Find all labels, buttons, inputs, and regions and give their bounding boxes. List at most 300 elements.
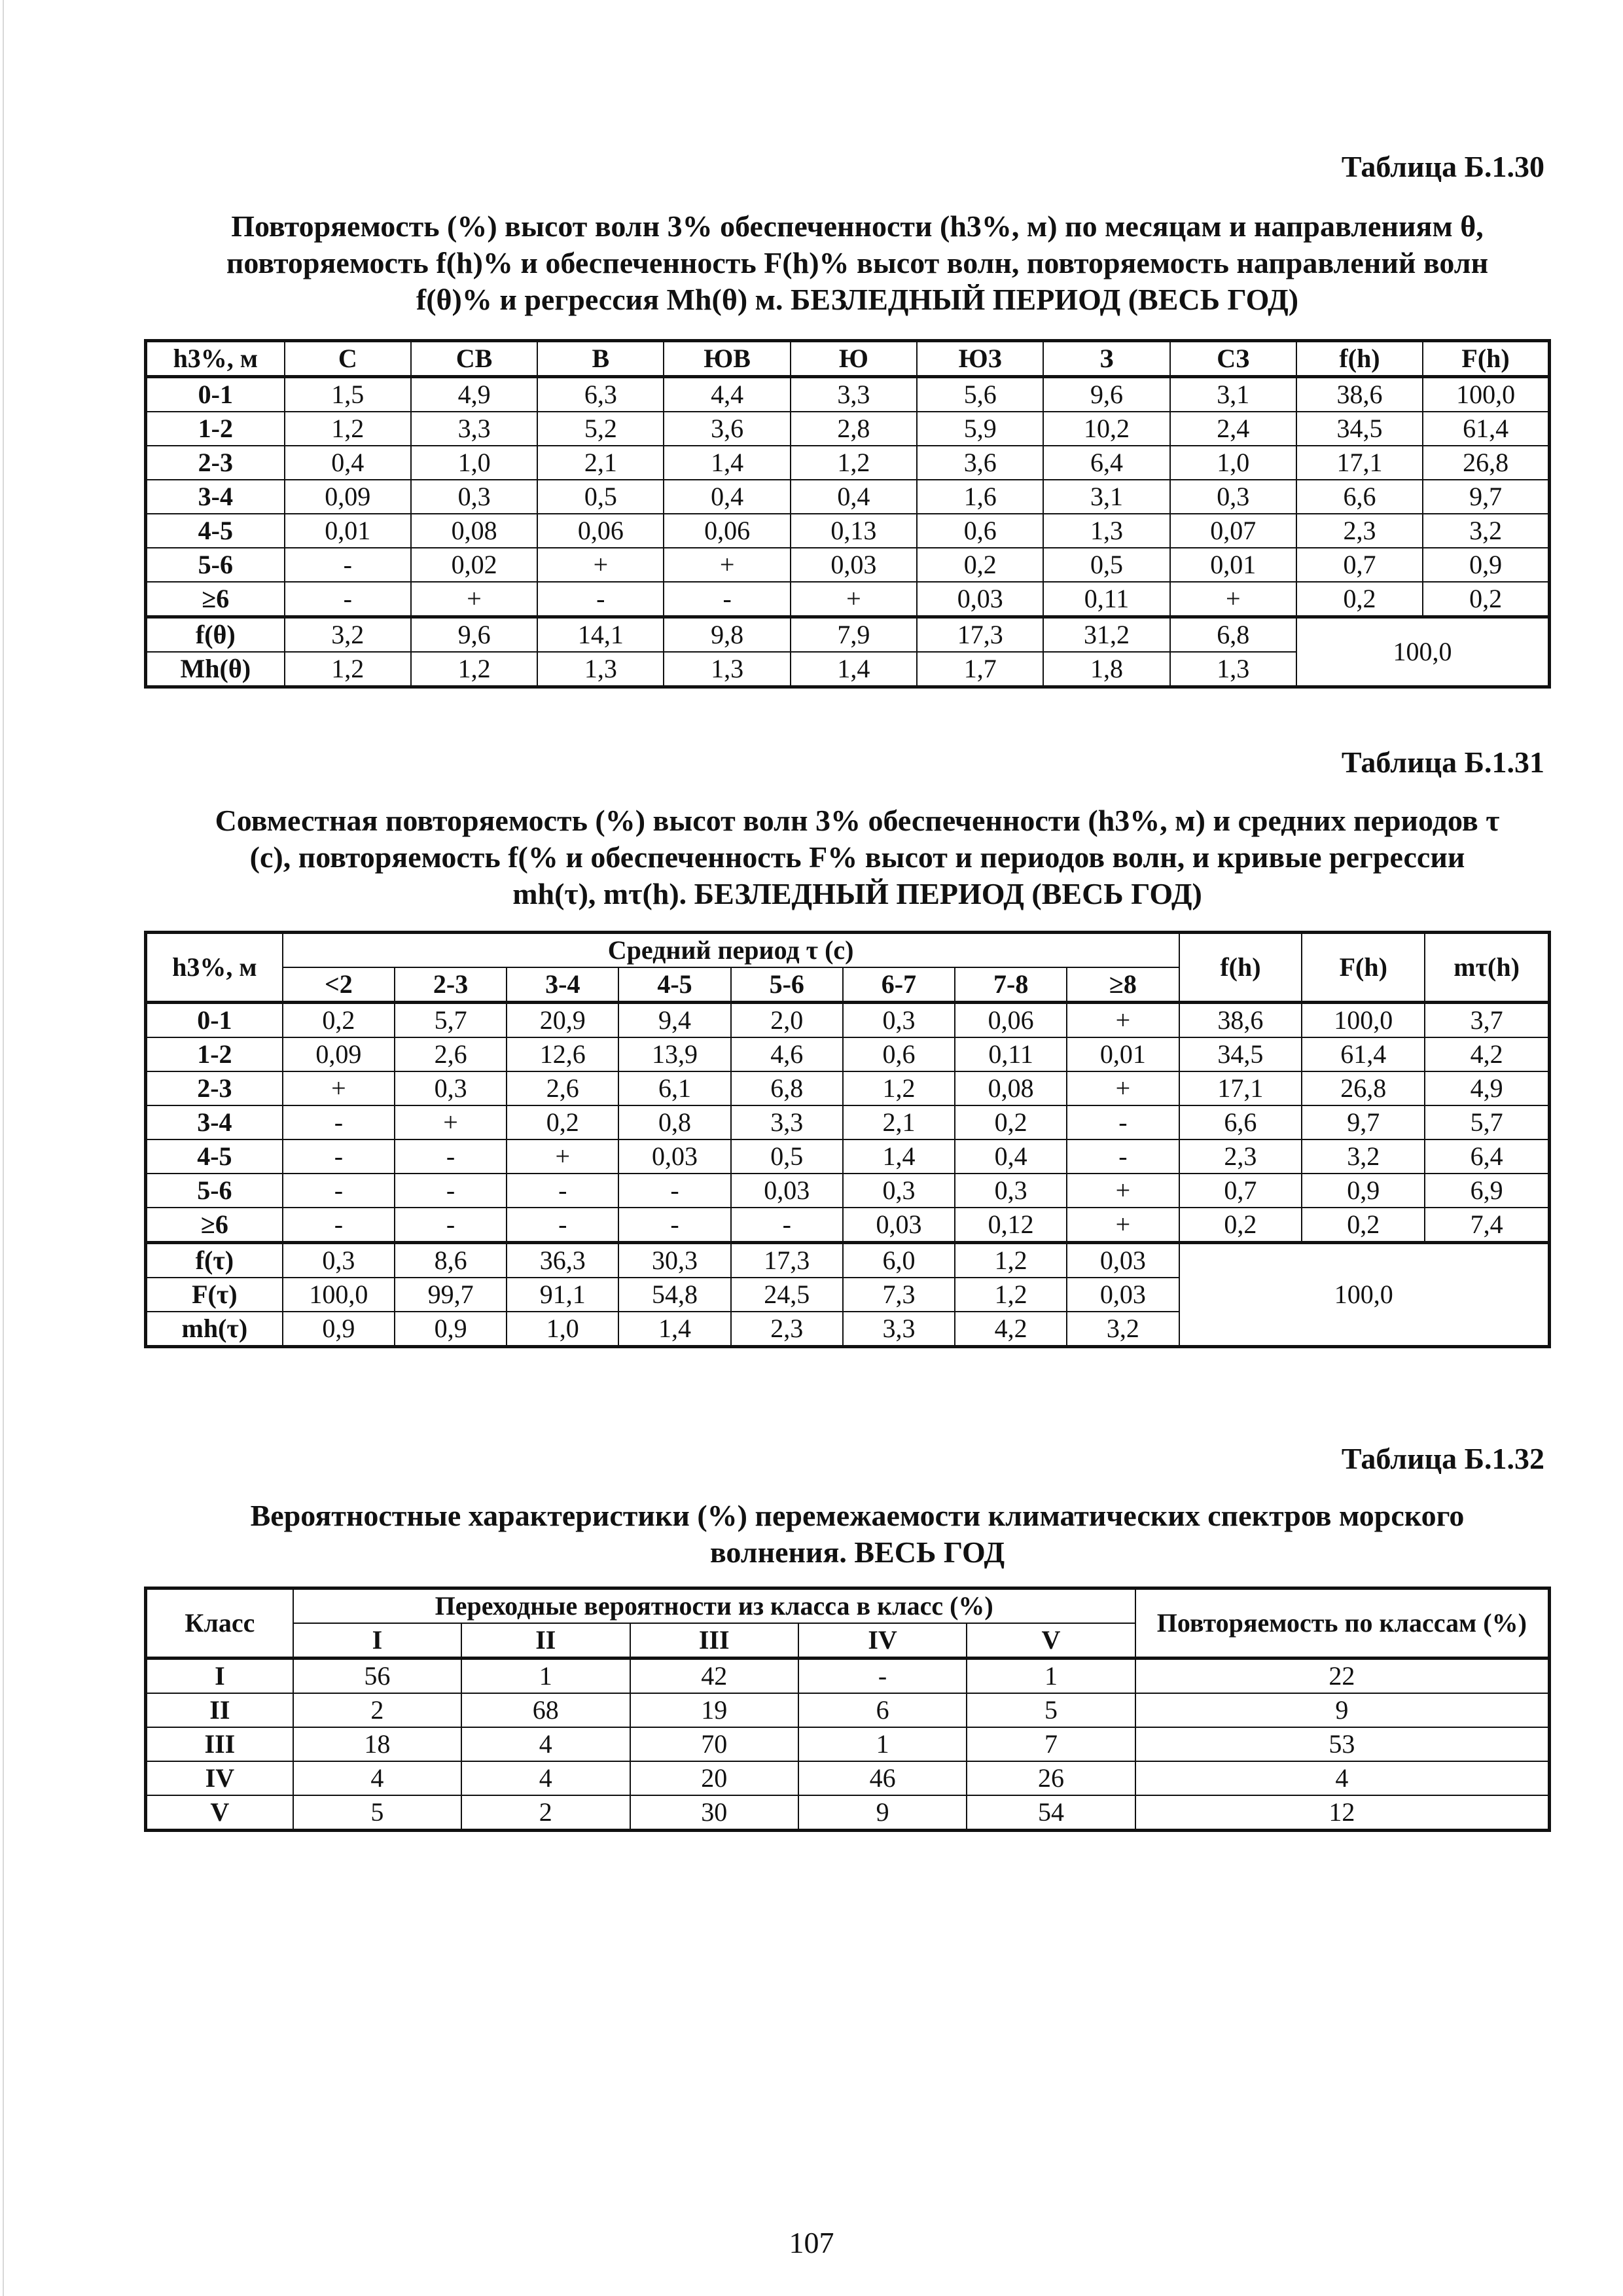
table-cell: 0,3 bbox=[411, 480, 537, 514]
table-cell: 12 bbox=[1135, 1795, 1550, 1831]
table-cell: 6,6 bbox=[1179, 1105, 1302, 1139]
table-cell: - bbox=[285, 548, 411, 582]
table-cell: 0,11 bbox=[955, 1037, 1067, 1071]
table-row bbox=[146, 1727, 1550, 1761]
table-cell: 38,6 bbox=[1296, 377, 1423, 412]
table-cell: - bbox=[283, 1139, 395, 1174]
table-cell: 0,8 bbox=[618, 1105, 730, 1139]
table-cell: 0,2 bbox=[917, 548, 1043, 582]
table-cell: 2,6 bbox=[395, 1037, 507, 1071]
table-cell: - bbox=[731, 1208, 843, 1243]
table-cell: 0,9 bbox=[1423, 548, 1549, 582]
table-b132 bbox=[144, 1587, 1551, 1832]
table-cell: 20,9 bbox=[507, 1003, 618, 1038]
row-header: 2-3 bbox=[146, 1071, 283, 1105]
table-cell: 0,3 bbox=[1170, 480, 1296, 514]
h-header: h3%, м bbox=[146, 933, 283, 1003]
caption-b130 bbox=[151, 208, 1564, 318]
table-cell: 26 bbox=[967, 1761, 1135, 1795]
table-cell: 0,4 bbox=[791, 480, 917, 514]
table-row bbox=[146, 514, 1550, 548]
table-cell: 1,4 bbox=[791, 652, 917, 687]
table-cell: 17,1 bbox=[1179, 1071, 1302, 1105]
table-cell: 2,3 bbox=[731, 1312, 843, 1347]
row-header: IV bbox=[146, 1761, 293, 1795]
table-cell: 1,4 bbox=[664, 446, 790, 480]
table-cell: 1,3 bbox=[537, 652, 664, 687]
table-label-b132: Таблица Б.1.32 bbox=[1341, 1442, 1544, 1475]
column-header: F(h) bbox=[1423, 341, 1549, 377]
row-header: ≥6 bbox=[146, 1208, 283, 1243]
table-cell: 9,4 bbox=[618, 1003, 730, 1038]
period-header: 6-7 bbox=[843, 967, 955, 1003]
table-row bbox=[146, 446, 1550, 480]
table-b130 bbox=[144, 339, 1551, 689]
table-cell: 2,6 bbox=[507, 1071, 618, 1105]
table-cell: 0,01 bbox=[1170, 548, 1296, 582]
row-header: 4-5 bbox=[146, 1139, 283, 1174]
table-cell: - bbox=[395, 1139, 507, 1174]
Fh-header: F(h) bbox=[1302, 933, 1425, 1003]
row-header: 1-2 bbox=[146, 1037, 283, 1071]
table-cell: 24,5 bbox=[731, 1278, 843, 1312]
table-cell: 1,0 bbox=[411, 446, 537, 480]
table-cell: - bbox=[1067, 1105, 1179, 1139]
table-cell: 7,3 bbox=[843, 1278, 955, 1312]
row-header: Mh(θ) bbox=[146, 652, 285, 687]
table-cell: 56 bbox=[293, 1659, 461, 1694]
table-cell: 0,9 bbox=[283, 1312, 395, 1347]
table-cell: 3,2 bbox=[285, 617, 411, 653]
table-cell: 17,3 bbox=[731, 1243, 843, 1278]
table-cell: + bbox=[395, 1105, 507, 1139]
table-cell: 2,3 bbox=[1179, 1139, 1302, 1174]
table-cell: 6 bbox=[798, 1693, 967, 1727]
column-header: СВ bbox=[411, 341, 537, 377]
table-cell: 5,9 bbox=[917, 412, 1043, 446]
table-cell: 6,0 bbox=[843, 1243, 955, 1278]
table-cell: 36,3 bbox=[507, 1243, 618, 1278]
table-cell: 1,2 bbox=[411, 652, 537, 687]
table-row bbox=[146, 480, 1550, 514]
row-header: 5-6 bbox=[146, 1174, 283, 1208]
table-cell: - bbox=[618, 1174, 730, 1208]
table-cell: 10,2 bbox=[1043, 412, 1169, 446]
table-cell: 54,8 bbox=[618, 1278, 730, 1312]
table-cell: 1,3 bbox=[1170, 652, 1296, 687]
table-cell: 6,3 bbox=[537, 377, 664, 412]
row-header: f(τ) bbox=[146, 1243, 283, 1278]
table-cell: 0,7 bbox=[1179, 1174, 1302, 1208]
row-header: 3-4 bbox=[146, 1105, 283, 1139]
table-cell: 0,01 bbox=[285, 514, 411, 548]
table-cell: 2,1 bbox=[843, 1105, 955, 1139]
table-row bbox=[146, 582, 1550, 617]
table-cell: 7 bbox=[967, 1727, 1135, 1761]
table-cell: 34,5 bbox=[1296, 412, 1423, 446]
row-header: 0-1 bbox=[146, 1003, 283, 1038]
table-cell: - bbox=[537, 582, 664, 617]
table-cell: 0,4 bbox=[664, 480, 790, 514]
table-cell: 18 bbox=[293, 1727, 461, 1761]
caption-line: (с), повторяемость f(% и обеспеченность F% высот и периодов волн, и кривые регрессии bbox=[249, 840, 1465, 874]
table-row bbox=[146, 1659, 1550, 1694]
table-cell: 1,3 bbox=[1043, 514, 1169, 548]
table-cell: 9,6 bbox=[411, 617, 537, 653]
table-cell: 0,03 bbox=[618, 1139, 730, 1174]
table-cell: - bbox=[283, 1208, 395, 1243]
table-cell: - bbox=[664, 582, 790, 617]
table-cell: 0,03 bbox=[791, 548, 917, 582]
period-header: ≥8 bbox=[1067, 967, 1179, 1003]
table-cell: 1,4 bbox=[618, 1312, 730, 1347]
caption-b132 bbox=[151, 1498, 1564, 1571]
table-cell: - bbox=[395, 1174, 507, 1208]
class-column-header: V bbox=[967, 1623, 1135, 1659]
table-cell: 5 bbox=[967, 1693, 1135, 1727]
table-cell: 99,7 bbox=[395, 1278, 507, 1312]
table-cell: 0,03 bbox=[731, 1174, 843, 1208]
table-cell: 0,6 bbox=[843, 1037, 955, 1071]
row-header: III bbox=[146, 1727, 293, 1761]
table-row bbox=[146, 1071, 1550, 1105]
table-cell: 4 bbox=[461, 1727, 630, 1761]
table-cell: 0,3 bbox=[395, 1071, 507, 1105]
table-cell: 0,07 bbox=[1170, 514, 1296, 548]
table-cell: 26,8 bbox=[1423, 446, 1549, 480]
table-cell: 100,0 bbox=[1302, 1003, 1425, 1038]
table-b131 bbox=[144, 931, 1551, 1348]
table-row bbox=[146, 1243, 1550, 1278]
table-cell: 2,4 bbox=[1170, 412, 1296, 446]
table-cell: 0,3 bbox=[283, 1243, 395, 1278]
table-cell: 17,1 bbox=[1296, 446, 1423, 480]
table-cell: 6,9 bbox=[1425, 1174, 1549, 1208]
fh-header: f(h) bbox=[1179, 933, 1302, 1003]
table-cell: 0,2 bbox=[1423, 582, 1549, 617]
table-cell: 0,4 bbox=[285, 446, 411, 480]
table-cell: 5,7 bbox=[395, 1003, 507, 1038]
period-header: 5-6 bbox=[731, 967, 843, 1003]
table-cell: 1,2 bbox=[285, 652, 411, 687]
table-cell: 3,2 bbox=[1423, 514, 1549, 548]
table-cell: 9,7 bbox=[1423, 480, 1549, 514]
table-cell: 31,2 bbox=[1043, 617, 1169, 653]
total-cell: 100,0 bbox=[1179, 1243, 1550, 1347]
table-cell: 0,2 bbox=[1179, 1208, 1302, 1243]
table-cell: 4,2 bbox=[955, 1312, 1067, 1347]
row-header: 5-6 bbox=[146, 548, 285, 582]
period-header: 7-8 bbox=[955, 967, 1067, 1003]
table-cell: 1,7 bbox=[917, 652, 1043, 687]
caption-line: Совместная повторяемость (%) высот волн 3% обеспеченности (h3%, м) и средних периодов τ bbox=[215, 804, 1500, 837]
table-cell: - bbox=[283, 1105, 395, 1139]
table-row bbox=[146, 1174, 1550, 1208]
class-header: Класс bbox=[146, 1588, 293, 1659]
table-cell: 38,6 bbox=[1179, 1003, 1302, 1038]
table-cell: 6,1 bbox=[618, 1071, 730, 1105]
table-cell: 5,2 bbox=[537, 412, 664, 446]
table-cell: 1,2 bbox=[791, 446, 917, 480]
table-cell: 1,3 bbox=[664, 652, 790, 687]
period-header: <2 bbox=[283, 967, 395, 1003]
column-header: З bbox=[1043, 341, 1169, 377]
table-cell: 53 bbox=[1135, 1727, 1550, 1761]
row-header: 1-2 bbox=[146, 412, 285, 446]
table-cell: - bbox=[395, 1208, 507, 1243]
table-cell: + bbox=[1170, 582, 1296, 617]
table-row bbox=[146, 412, 1550, 446]
table-cell: 61,4 bbox=[1423, 412, 1549, 446]
table-cell: + bbox=[791, 582, 917, 617]
caption-line: Вероятностные характеристики (%) перемежаемости климатических спектров морского bbox=[250, 1499, 1465, 1532]
column-header: ЮЗ bbox=[917, 341, 1043, 377]
table-cell: 6,8 bbox=[1170, 617, 1296, 653]
table-cell: 61,4 bbox=[1302, 1037, 1425, 1071]
table-cell: 91,1 bbox=[507, 1278, 618, 1312]
table-cell: 20 bbox=[630, 1761, 798, 1795]
table-cell: 1,2 bbox=[955, 1278, 1067, 1312]
table-cell: 0,08 bbox=[411, 514, 537, 548]
table-row bbox=[146, 1037, 1550, 1071]
table-cell: 0,9 bbox=[395, 1312, 507, 1347]
table-cell: 0,3 bbox=[843, 1003, 955, 1038]
table-cell: 4,6 bbox=[731, 1037, 843, 1071]
table-cell: 22 bbox=[1135, 1659, 1550, 1694]
table-cell: 0,09 bbox=[283, 1037, 395, 1071]
column-header: В bbox=[537, 341, 664, 377]
table-cell: 9 bbox=[798, 1795, 967, 1831]
table-cell: 42 bbox=[630, 1659, 798, 1694]
table-cell: 4,9 bbox=[411, 377, 537, 412]
column-header: СЗ bbox=[1170, 341, 1296, 377]
table-cell: 0,03 bbox=[1067, 1243, 1179, 1278]
table-cell: 100,0 bbox=[1423, 377, 1549, 412]
table-cell: 2,0 bbox=[731, 1003, 843, 1038]
table-cell: + bbox=[283, 1071, 395, 1105]
table-cell: 2,3 bbox=[1296, 514, 1423, 548]
table-cell: - bbox=[618, 1208, 730, 1243]
caption-line: Повторяемость (%) высот волн 3% обеспеченности (h3%, м) по месяцам и направлениям θ, bbox=[231, 209, 1484, 243]
table-cell: 0,12 bbox=[955, 1208, 1067, 1243]
table-cell: 3,1 bbox=[1043, 480, 1169, 514]
table-row bbox=[146, 617, 1550, 653]
scan-edge bbox=[3, 0, 4, 2296]
table-row bbox=[146, 377, 1550, 412]
table-cell: 2 bbox=[461, 1795, 630, 1831]
table-cell: 4 bbox=[461, 1761, 630, 1795]
table-cell: 0,2 bbox=[1296, 582, 1423, 617]
period-header: 3-4 bbox=[507, 967, 618, 1003]
table-cell: 3,6 bbox=[917, 446, 1043, 480]
table-cell: 0,3 bbox=[843, 1174, 955, 1208]
table-cell: 0,2 bbox=[1302, 1208, 1425, 1243]
table-cell: 0,2 bbox=[955, 1105, 1067, 1139]
table-cell: 6,8 bbox=[731, 1071, 843, 1105]
table-cell: 19 bbox=[630, 1693, 798, 1727]
table-cell: 0,06 bbox=[664, 514, 790, 548]
table-cell: 30,3 bbox=[618, 1243, 730, 1278]
table-cell: - bbox=[507, 1174, 618, 1208]
table-cell: 34,5 bbox=[1179, 1037, 1302, 1071]
table-cell: + bbox=[1067, 1208, 1179, 1243]
table-cell: 9,8 bbox=[664, 617, 790, 653]
table-cell: 1,0 bbox=[507, 1312, 618, 1347]
table-cell: 1 bbox=[461, 1659, 630, 1694]
row-header: V bbox=[146, 1795, 293, 1831]
total-cell: 100,0 bbox=[1296, 617, 1550, 687]
table-cell: 12,6 bbox=[507, 1037, 618, 1071]
table-cell: 1,4 bbox=[843, 1139, 955, 1174]
table-cell: 3,2 bbox=[1302, 1139, 1425, 1174]
table-cell: 0,02 bbox=[411, 548, 537, 582]
table-cell: 2,8 bbox=[791, 412, 917, 446]
period-header: 2-3 bbox=[395, 967, 507, 1003]
caption-line: f(θ)% и регрессия Mh(θ) м. БЕЗЛЕДНЫЙ ПЕРИОД (ВЕСЬ ГОД) bbox=[416, 283, 1299, 316]
table-cell: 1,8 bbox=[1043, 652, 1169, 687]
table-cell: 1,2 bbox=[285, 412, 411, 446]
table-cell: 4,9 bbox=[1425, 1071, 1549, 1105]
table-row bbox=[146, 1003, 1550, 1038]
table-cell: 3,3 bbox=[791, 377, 917, 412]
column-header: С bbox=[285, 341, 411, 377]
table-cell: - bbox=[285, 582, 411, 617]
table-cell: 1,2 bbox=[955, 1243, 1067, 1278]
table-cell: 3,6 bbox=[664, 412, 790, 446]
table-cell: 70 bbox=[630, 1727, 798, 1761]
table-cell: 0,01 bbox=[1067, 1037, 1179, 1071]
table-cell: 4 bbox=[293, 1761, 461, 1795]
table-cell: 3,7 bbox=[1425, 1003, 1549, 1038]
table-label-b131: Таблица Б.1.31 bbox=[1341, 745, 1544, 779]
table-cell: 3,3 bbox=[411, 412, 537, 446]
table-cell: + bbox=[1067, 1174, 1179, 1208]
table-cell: 0,11 bbox=[1043, 582, 1169, 617]
table-cell: 68 bbox=[461, 1693, 630, 1727]
table-cell: 1,2 bbox=[843, 1071, 955, 1105]
page-number: 107 bbox=[789, 2226, 834, 2259]
table-cell: 0,06 bbox=[537, 514, 664, 548]
table-cell: 3,3 bbox=[731, 1105, 843, 1139]
table-cell: 6,4 bbox=[1425, 1139, 1549, 1174]
table-cell: 3,2 bbox=[1067, 1312, 1179, 1347]
table-cell: 3,3 bbox=[843, 1312, 955, 1347]
table-cell: + bbox=[507, 1139, 618, 1174]
table-cell: 5,6 bbox=[917, 377, 1043, 412]
row-header: 0-1 bbox=[146, 377, 285, 412]
table-cell: 0,6 bbox=[917, 514, 1043, 548]
table-cell: 7,4 bbox=[1425, 1208, 1549, 1243]
table-cell: - bbox=[283, 1174, 395, 1208]
column-header: f(h) bbox=[1296, 341, 1423, 377]
class-column-header: III bbox=[630, 1623, 798, 1659]
table-cell: - bbox=[507, 1208, 618, 1243]
row-header: mh(τ) bbox=[146, 1312, 283, 1347]
row-header: I bbox=[146, 1659, 293, 1694]
table-cell: 1,6 bbox=[917, 480, 1043, 514]
table-cell: + bbox=[411, 582, 537, 617]
class-column-header: I bbox=[293, 1623, 461, 1659]
table-cell: 0,5 bbox=[1043, 548, 1169, 582]
row-header: F(τ) bbox=[146, 1278, 283, 1312]
caption-b131 bbox=[151, 802, 1564, 912]
table-cell: 0,2 bbox=[283, 1003, 395, 1038]
table-cell: - bbox=[798, 1659, 967, 1694]
column-header: h3%, м bbox=[146, 341, 285, 377]
table-row bbox=[146, 1693, 1550, 1727]
row-header: 3-4 bbox=[146, 480, 285, 514]
table-cell: 1,5 bbox=[285, 377, 411, 412]
table-cell: 1 bbox=[798, 1727, 967, 1761]
table-cell: 0,03 bbox=[917, 582, 1043, 617]
table-cell: 4,2 bbox=[1425, 1037, 1549, 1071]
caption-line: волнения. ВЕСЬ ГОД bbox=[709, 1535, 1005, 1569]
table-cell: + bbox=[537, 548, 664, 582]
table-cell: 0,09 bbox=[285, 480, 411, 514]
table-cell: 0,7 bbox=[1296, 548, 1423, 582]
row-header: f(θ) bbox=[146, 617, 285, 653]
table-cell: 7,9 bbox=[791, 617, 917, 653]
frequency-header: Повторяемость по классам (%) bbox=[1135, 1588, 1550, 1659]
table-row bbox=[146, 1139, 1550, 1174]
table-cell: 0,3 bbox=[955, 1174, 1067, 1208]
table-cell: 0,03 bbox=[843, 1208, 955, 1243]
table-cell: 26,8 bbox=[1302, 1071, 1425, 1105]
caption-line: повторяемость f(h)% и обеспеченность F(h)% высот волн, повторяемость направлений волн bbox=[226, 246, 1489, 279]
table-cell: 0,9 bbox=[1302, 1174, 1425, 1208]
table-cell: 100,0 bbox=[283, 1278, 395, 1312]
column-header: ЮВ bbox=[664, 341, 790, 377]
table-row bbox=[146, 1105, 1550, 1139]
table-cell: + bbox=[664, 548, 790, 582]
table-cell: 9,7 bbox=[1302, 1105, 1425, 1139]
table-cell: 6,6 bbox=[1296, 480, 1423, 514]
table-row bbox=[146, 1761, 1550, 1795]
table-cell: 0,5 bbox=[537, 480, 664, 514]
table-cell: 30 bbox=[630, 1795, 798, 1831]
caption-line: mh(τ), mτ(h). БЕЗЛЕДНЫЙ ПЕРИОД (ВЕСЬ ГОД) bbox=[512, 877, 1202, 910]
period-header: 4-5 bbox=[618, 967, 730, 1003]
table-cell: + bbox=[1067, 1071, 1179, 1105]
transition-group-header: Переходные вероятности из класса в класс (%) bbox=[293, 1588, 1135, 1624]
table-cell: - bbox=[1067, 1139, 1179, 1174]
table-row bbox=[146, 1208, 1550, 1243]
table-cell: 8,6 bbox=[395, 1243, 507, 1278]
table-cell: 1,0 bbox=[1170, 446, 1296, 480]
table-cell: 54 bbox=[967, 1795, 1135, 1831]
row-header: 2-3 bbox=[146, 446, 285, 480]
class-column-header: IV bbox=[798, 1623, 967, 1659]
table-row bbox=[146, 548, 1550, 582]
row-header: 4-5 bbox=[146, 514, 285, 548]
class-column-header: II bbox=[461, 1623, 630, 1659]
table-label-b130: Таблица Б.1.30 bbox=[1341, 150, 1544, 183]
table-cell: 9 bbox=[1135, 1693, 1550, 1727]
column-header: Ю bbox=[791, 341, 917, 377]
row-header: II bbox=[146, 1693, 293, 1727]
mt-header: mτ(h) bbox=[1425, 933, 1549, 1003]
table-row bbox=[146, 1795, 1550, 1831]
table-cell: 1 bbox=[967, 1659, 1135, 1694]
table-cell: 6,4 bbox=[1043, 446, 1169, 480]
table-cell: + bbox=[1067, 1003, 1179, 1038]
table-cell: 46 bbox=[798, 1761, 967, 1795]
table-cell: 3,1 bbox=[1170, 377, 1296, 412]
table-cell: 4 bbox=[1135, 1761, 1550, 1795]
table-cell: 13,9 bbox=[618, 1037, 730, 1071]
table-cell: 14,1 bbox=[537, 617, 664, 653]
table-cell: 9,6 bbox=[1043, 377, 1169, 412]
